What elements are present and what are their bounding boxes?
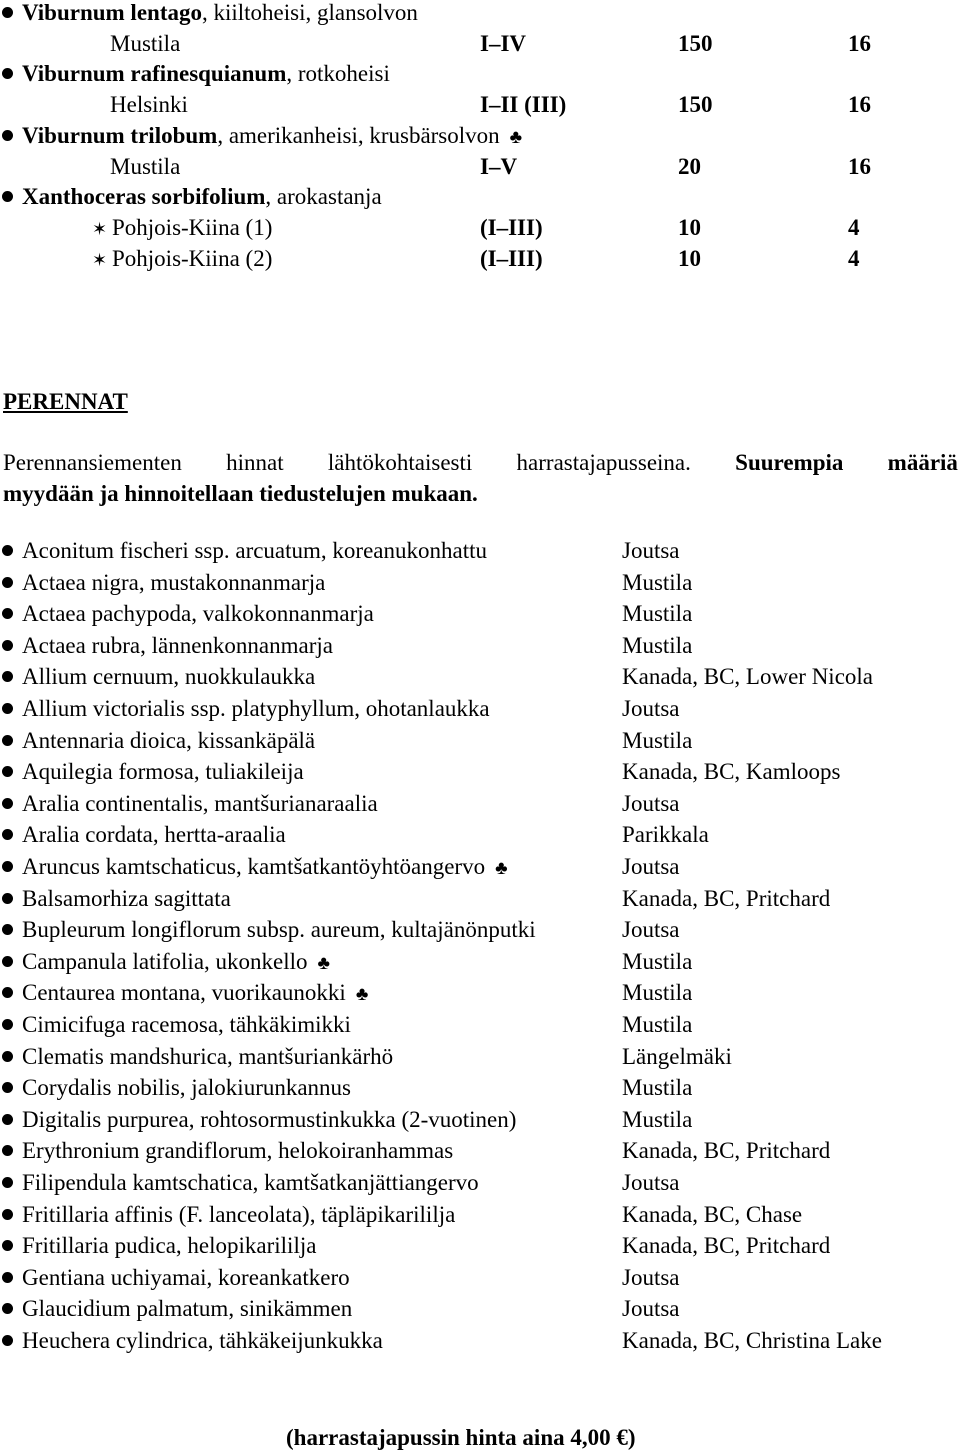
origin-label: Pohjois-Kiina (2) (112, 245, 273, 271)
perennial-label: Fritillaria affinis (F. lanceolata), täpläpikarililja (22, 1201, 456, 1227)
bullet-icon (2, 829, 13, 840)
club-icon: ♣ (355, 984, 369, 1006)
bullet-icon (2, 1114, 13, 1125)
perennial-name (22, 756, 304, 787)
perennial-name (22, 535, 487, 566)
perennial-label: Erythronium grandiflorum, helokoiranhammas (22, 1138, 454, 1164)
perennial-label: Digitalis purpurea, rohtosormustinkukka (2-vuotinen) (22, 1106, 517, 1132)
seed-quantity: 10 (678, 245, 701, 271)
bullet-icon (2, 1051, 13, 1062)
perennial-name (22, 598, 374, 629)
perennial-label: Antennaria dioica, kissankäpälä (22, 727, 316, 753)
intro-word: lähtökohtaisesti (327, 450, 473, 475)
bullet-icon (2, 608, 13, 619)
bullet-icon (2, 545, 13, 556)
bullet-icon (2, 130, 13, 141)
perennial-label: Allium cernuum, nuokkulaukka (22, 664, 316, 690)
perennial-label: Allium victorialis ssp. platyphyllum, ohotanlaukka (22, 696, 490, 721)
perennial-label: Cimicifuga racemosa, tähkäkimikki (22, 1012, 351, 1037)
species-common-name: , amerikanheisi, krusbärsolvon (217, 122, 500, 148)
seed-location: Joutsa (622, 1296, 680, 1322)
perennial-name (22, 788, 378, 819)
perennial-label: Aralia continentalis, mantšurianaraalia (22, 790, 378, 816)
hardiness-zone: I–V (480, 153, 518, 179)
bullet-icon (2, 1272, 13, 1283)
price: 4 (848, 214, 860, 240)
seed-location: Joutsa (622, 854, 680, 879)
bullet-icon (2, 7, 13, 18)
species-common-name: , kiiltoheisi, glansolvon (201, 0, 418, 25)
bullet-icon (2, 640, 13, 651)
perennial-name (22, 567, 325, 598)
perennial-name (22, 1262, 350, 1293)
bullet-icon (2, 191, 13, 202)
seed-location: Kanada, BC, Lower Nicola (622, 664, 874, 690)
seed-location: Mustila (622, 980, 693, 1006)
perennial-label: Glaucidium palmatum, sinikämmen (22, 1296, 353, 1322)
species-common-name: , arokastanja (265, 184, 382, 210)
intro-paragraph-line2: myydään ja hinnoitellaan tiedustelujen mukaan. (3, 481, 478, 506)
perennial-label: Aralia cordata, hertta-araalia (22, 822, 286, 848)
seed-quantity: 150 (678, 92, 713, 118)
club-icon: ♣ (495, 858, 508, 879)
perennial-label: Aquilegia formosa, tuliakileija (22, 759, 304, 785)
perennial-name (22, 1135, 453, 1166)
perennial-name (22, 1199, 455, 1230)
seed-location: Joutsa (622, 1170, 680, 1195)
seed-location: Kanada, BC, Chase (622, 1201, 803, 1227)
perennial-name (22, 946, 330, 979)
price: 16 (848, 92, 871, 118)
seed-location: Mustila (622, 948, 693, 974)
perennial-label: Aconitum fischeri ssp. arcuatum, koreanukonhattu (22, 538, 487, 563)
seed-location: Kanada, BC, Pritchard (622, 885, 831, 911)
perennial-name (22, 977, 368, 1010)
bullet-icon (2, 577, 13, 588)
seed-location: Kanada, BC, Christina Lake (622, 1328, 882, 1353)
origin-name (110, 28, 180, 59)
species-latin-name: Xanthoceras sorbifolium (22, 184, 266, 210)
origin-name (92, 212, 272, 245)
seed-location: Joutsa (622, 538, 680, 563)
seed-location: Joutsa (622, 917, 680, 943)
bullet-icon (2, 798, 13, 809)
origin-label: Pohjois-Kiina (1) (112, 214, 273, 240)
perennial-label: Filipendula kamtschatica, kamtšatkanjättiangervo (22, 1170, 479, 1195)
hardiness-zone: I–II (III) (480, 92, 567, 118)
seed-location: Mustila (622, 727, 693, 753)
perennial-name (22, 1009, 351, 1040)
perennial-label: Balsamorhiza sagittata (22, 885, 231, 911)
seed-location: Mustila (622, 1075, 693, 1101)
bullet-icon (2, 1209, 13, 1220)
perennial-name (22, 819, 286, 850)
seed-location: Mustila (622, 1012, 693, 1037)
perennial-name (22, 1167, 479, 1198)
star-icon: ✶ (92, 249, 108, 270)
species-latin-name: Viburnum rafinesquianum (22, 61, 287, 87)
price: 16 (848, 30, 871, 56)
perennial-name (22, 914, 536, 945)
price: 16 (848, 153, 871, 179)
species-name (22, 181, 382, 212)
bullet-icon (2, 1240, 13, 1251)
perennial-label: Actaea rubra, lännenkonnanmarja (22, 632, 333, 658)
perennial-label: Corydalis nobilis, jalokiurunkannus (22, 1075, 352, 1101)
species-common-name: , rotkoheisi (286, 61, 390, 87)
perennial-name (22, 661, 315, 692)
perennial-name (22, 725, 315, 756)
seed-location: Kanada, BC, Pritchard (622, 1233, 831, 1259)
section-heading: PERENNAT (3, 389, 128, 414)
bullet-icon (2, 1303, 13, 1314)
perennial-name (22, 693, 490, 724)
club-icon: ♣ (509, 126, 523, 148)
origin-label: Helsinki (110, 92, 188, 118)
perennial-name (22, 883, 231, 914)
seed-location: Parikkala (622, 822, 709, 848)
perennial-name (22, 630, 333, 661)
species-latin-name: Viburnum lentago (22, 0, 202, 25)
perennial-name (22, 1293, 352, 1324)
seed-location: Längelmäki (622, 1043, 732, 1069)
perennial-label: Actaea nigra, mustakonnanmarja (22, 569, 326, 595)
star-icon: ✶ (92, 218, 108, 239)
bullet-icon (2, 1019, 13, 1030)
perennial-label: Bupleurum longiflorum subsp. aureum, kultajänönputki (22, 917, 536, 943)
intro-paragraph-line1 (3, 447, 958, 478)
perennial-label: Aruncus kamtschaticus, kamtšatkantöyhtöangervo (22, 854, 486, 879)
origin-label: Mustila (110, 30, 181, 56)
seed-location: Joutsa (622, 790, 680, 816)
bullet-icon (2, 703, 13, 714)
origin-name (110, 89, 188, 120)
perennial-label: Actaea pachypoda, valkokonnanmarja (22, 601, 374, 627)
seed-location: Mustila (622, 1106, 693, 1132)
seed-location: Joutsa (622, 696, 680, 721)
bullet-icon (2, 68, 13, 79)
species-name (22, 120, 522, 153)
perennial-name (22, 1041, 393, 1072)
bullet-icon (2, 956, 13, 967)
perennial-name (22, 1230, 316, 1261)
species-name (22, 0, 418, 28)
bullet-icon (2, 671, 13, 682)
origin-name (92, 243, 272, 276)
hardiness-zone: I–IV (480, 30, 527, 56)
seed-location: Mustila (622, 632, 693, 658)
seed-quantity: 150 (678, 30, 713, 56)
bullet-icon (2, 987, 13, 998)
perennial-label: Fritillaria pudica, helopikarililja (22, 1233, 317, 1259)
intro-word: Suurempia (735, 450, 844, 475)
origin-label: Mustila (110, 153, 181, 179)
bullet-icon (2, 1145, 13, 1156)
species-latin-name: Viburnum trilobum (22, 122, 218, 148)
seed-location: Kanada, BC, Kamloops (622, 759, 841, 785)
bullet-icon (2, 1177, 13, 1188)
intro-word: harrastajapusseina. (516, 450, 691, 475)
bullet-icon (2, 1082, 13, 1093)
seed-location: Mustila (622, 601, 693, 627)
bullet-icon (2, 735, 13, 746)
perennial-label: Clematis mandshurica, mantšuriankärhö (22, 1043, 394, 1069)
seed-location: Joutsa (622, 1264, 680, 1290)
seed-location: Mustila (622, 569, 693, 595)
hardiness-zone: (I–III) (480, 214, 543, 240)
seed-quantity: 20 (678, 153, 701, 179)
bullet-icon (2, 861, 13, 872)
perennial-name (22, 1072, 351, 1103)
price: 4 (848, 245, 860, 271)
intro-word: Perennansiementen (3, 450, 182, 475)
bullet-icon (2, 766, 13, 777)
origin-name (110, 151, 180, 182)
hardiness-zone: (I–III) (480, 245, 543, 271)
seed-quantity: 10 (678, 214, 701, 240)
intro-word: määriä (887, 450, 958, 475)
perennial-name (22, 1325, 383, 1356)
species-name (22, 58, 390, 89)
perennial-name (22, 851, 508, 884)
perennial-label: Gentiana uchiyamai, koreankatkero (22, 1264, 350, 1290)
seed-location: Kanada, BC, Pritchard (622, 1138, 831, 1164)
footer-price-note: (harrastajapussin hinta aina 4,00 €) (286, 1425, 636, 1450)
perennial-label: Campanula latifolia, ukonkello (22, 948, 308, 974)
bullet-icon (2, 924, 13, 935)
intro-word: hinnat (226, 450, 284, 475)
club-icon: ♣ (317, 952, 330, 974)
perennial-label: Heuchera cylindrica, tähkäkeijunkukka (22, 1328, 383, 1353)
bullet-icon (2, 893, 13, 904)
perennial-name (22, 1104, 516, 1135)
perennial-label: Centaurea montana, vuorikaunokki (22, 980, 346, 1006)
bullet-icon (2, 1335, 13, 1346)
